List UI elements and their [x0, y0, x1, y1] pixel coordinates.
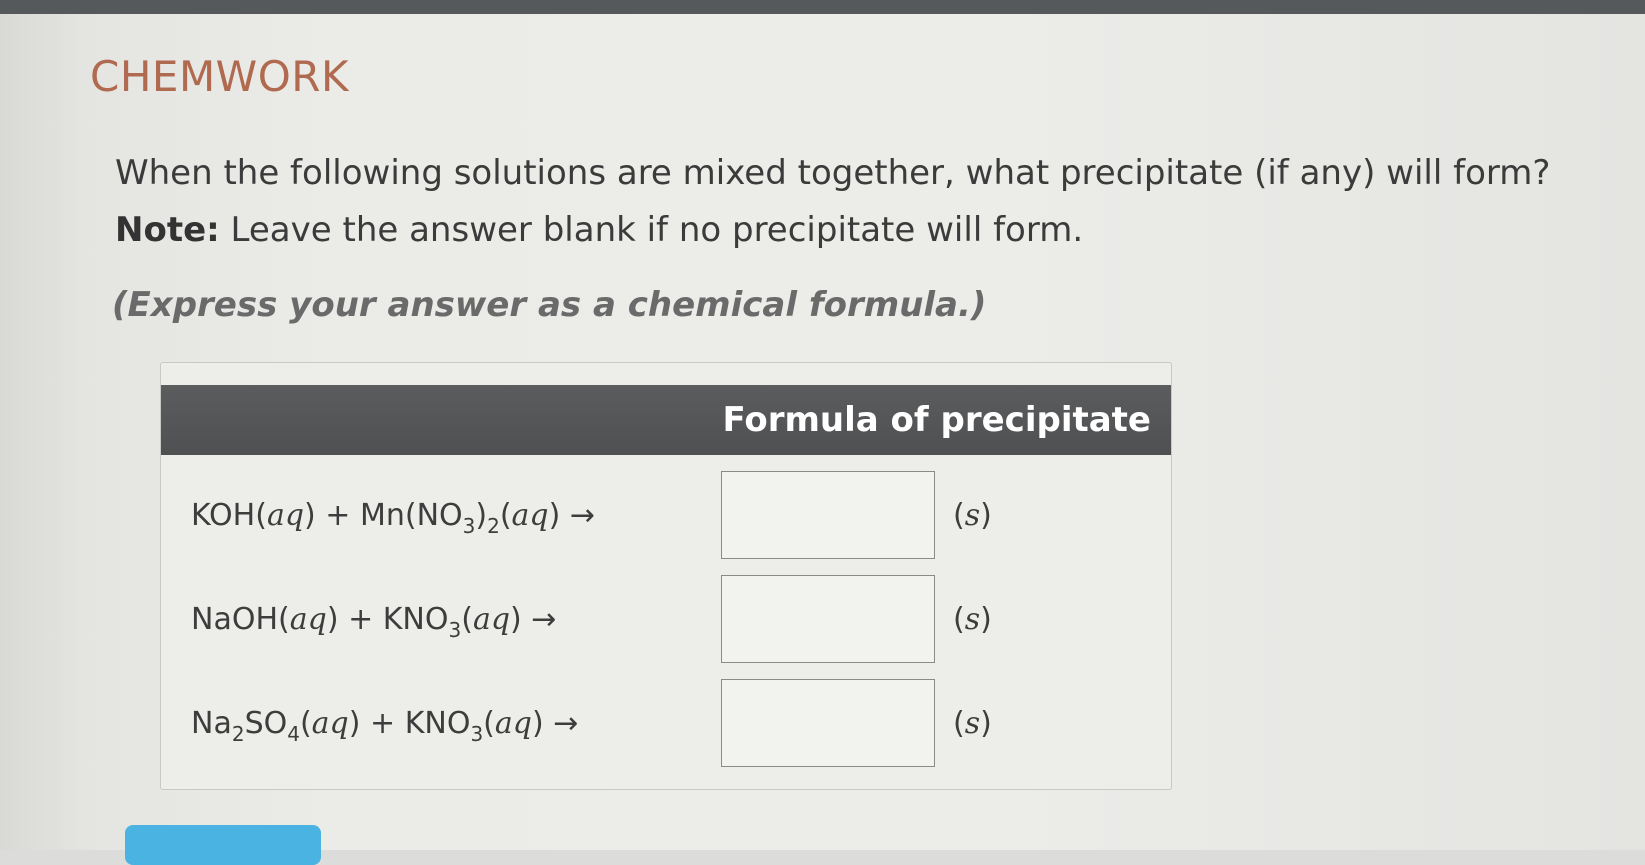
reactant-1: Na: [191, 706, 232, 741]
reaction-equation: NaOH(aq) + $KNO_3(aq)$ →: [191, 602, 557, 642]
reaction-arrow: →: [569, 498, 596, 533]
reactant-1-mid: SO: [244, 706, 288, 741]
submit-button[interactable]: [125, 825, 321, 865]
subscript: 2: [231, 722, 245, 746]
subscript: 4: [287, 722, 300, 746]
reactant-2: KNO: [404, 706, 471, 741]
reactant-2: Mn(NO: [359, 498, 463, 533]
table-row: [161, 471, 1171, 561]
product-state: (s): [953, 498, 992, 533]
brand-title: CHEMWORK: [90, 52, 349, 101]
subscript: 3: [470, 722, 484, 746]
state-label: s: [964, 602, 981, 637]
precipitate-answer-input[interactable]: [721, 575, 935, 663]
state-label: aq: [511, 498, 549, 533]
product-state: (s): [953, 602, 992, 637]
question-prompt: When the following solutions are mixed together, what precipitate (if any) will form?: [115, 153, 1551, 193]
plus-sign: +: [325, 498, 351, 533]
reactant-2-close: ): [475, 498, 488, 533]
precipitate-answer-input[interactable]: [721, 679, 935, 767]
reaction-equation: $KOH(aq) + Mn(NO_3)_2(aq)$ →: [191, 498, 596, 538]
state-label: aq: [472, 602, 511, 637]
top-bar: [0, 0, 1645, 14]
note-text: Leave the answer blank if no precipitate will form.: [219, 210, 1084, 250]
state-label: aq: [289, 602, 327, 637]
precipitate-table: [160, 362, 1172, 790]
state-label: aq: [311, 706, 349, 741]
reaction-arrow: →: [553, 706, 579, 741]
subscript: 3: [448, 618, 462, 642]
table-header-label: Formula of precipitate: [722, 400, 1151, 440]
answer-instruction: (Express your answer as a chemical formula.): [112, 285, 987, 325]
state-label: s: [964, 706, 981, 741]
reactant-1: KOH: [191, 498, 256, 533]
table-row: [161, 575, 1171, 665]
plus-sign: +: [348, 602, 374, 637]
reaction-arrow: →: [531, 602, 557, 637]
plus-sign: +: [370, 706, 396, 741]
state-label: s: [964, 498, 981, 533]
subscript: 3: [462, 514, 476, 538]
table-row: [161, 679, 1171, 769]
reaction-equation: $Na_2SO_4(aq) + KNO_3(aq)$ →: [191, 706, 579, 746]
reactant-1: NaOH: [191, 602, 278, 637]
subscript: 2: [487, 514, 500, 538]
precipitate-answer-input[interactable]: [721, 471, 935, 559]
table-header: [161, 385, 1171, 455]
state-label: aq: [494, 706, 532, 741]
reactant-2: KNO: [382, 602, 449, 637]
left-margin: [0, 14, 85, 850]
note-label: Note:: [115, 210, 220, 250]
note-line: [115, 202, 1083, 258]
state-label: aq: [266, 498, 305, 533]
product-state: (s): [953, 706, 992, 741]
